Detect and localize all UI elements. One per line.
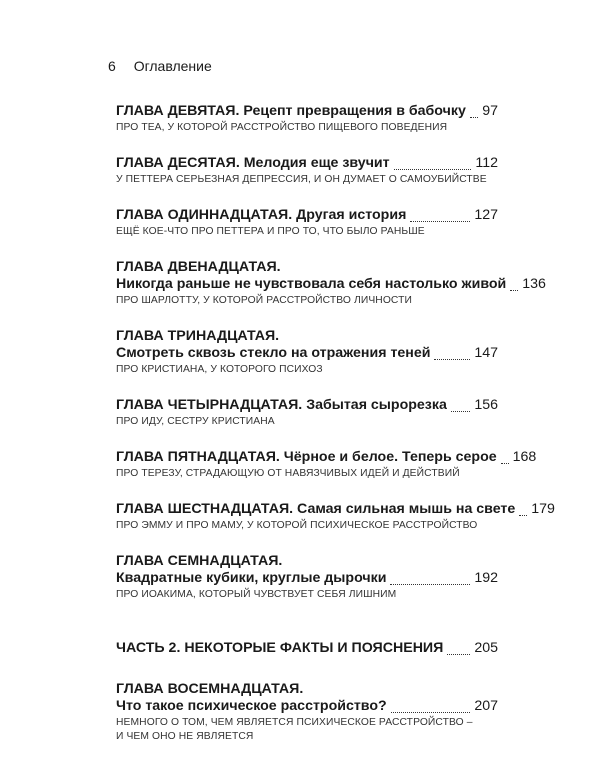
dot-leader [410,220,470,222]
toc-entry [116,449,537,480]
dot-leader [510,289,518,291]
toc-entry [116,155,498,186]
toc-title-line [116,449,537,466]
toc-description: ПРО ТЕРЕЗУ, СТРАДАЮЩУЮ ОТ НАВЯЗЧИВЫХ ИДЕЙ И ДЕЙСТВИЙ [116,468,460,479]
dot-leader [470,116,478,118]
toc-entry [116,103,498,134]
toc-entry [116,681,498,743]
toc-chapter-heading [116,259,498,276]
toc-page-number: 147 [474,345,498,361]
toc-page-number: 97 [482,103,498,119]
dot-leader [391,711,471,713]
toc-entry [116,501,555,532]
toc-heading-text: ГЛАВА ТРИНАДЦАТАЯ. [116,328,280,344]
dot-leader [390,583,470,585]
dot-leader [501,462,509,464]
toc-title-line [116,501,555,518]
toc-page-number: 112 [475,155,498,171]
toc-title: ГЛАВА ДЕСЯТАЯ. Мелодия еще звучит [116,155,390,171]
toc-page-number: 207 [474,698,498,714]
toc-title: ГЛАВА ШЕСТНАДЦАТАЯ. Самая сильная мышь на свете [116,501,516,517]
toc-title: Квадратные кубики, круглые дырочки [116,570,387,586]
toc-description: ПРО ТЕА, У КОТОРОЙ РАССТРОЙСТВО ПИЩЕВОГО ПОВЕДЕНИЯ [116,122,448,133]
toc-title: ГЛАВА ДЕВЯТАЯ. Рецепт превращения в бабочку [116,103,466,119]
toc-heading-text: ГЛАВА ВОСЕМНАДЦАТАЯ. [116,681,304,697]
toc-description: И ЧЕМ ОНО НЕ ЯВЛЯЕТСЯ [116,731,254,742]
toc-page-number: 192 [474,570,498,586]
toc-title: ГЛАВА ПЯТНАДЦАТАЯ. Чёрное и белое. Теперь серое [116,449,497,465]
toc-description: ПРО КРИСТИАНА, У КОТОРОГО ПСИХОЗ [116,364,323,375]
toc-entry [116,553,498,601]
toc-description: ПРО ИОАКИМА, КОТОРЫЙ ЧУВСТВУЕТ СЕБЯ ЛИШНИМ [116,589,397,600]
page-header [108,58,212,74]
dot-leader [434,358,470,360]
toc-part-entry [116,640,498,657]
toc-title: ЧАСТЬ 2. НЕКОТОРЫЕ ФАКТЫ И ПОЯСНЕНИЯ [116,640,444,656]
toc-page-number: 136 [522,276,546,292]
toc-description: ПРО ШАРЛОТТУ, У КОТОРОЙ РАССТРОЙСТВО ЛИЧНОСТИ [116,295,413,306]
toc-page-number: 205 [474,640,498,656]
toc-title: ГЛАВА ЧЕТЫРНАДЦАТАЯ. Забытая сырорезка [116,397,447,413]
toc-heading-text: ГЛАВА СЕМНАДЦАТАЯ. [116,553,283,569]
toc-description: ЕЩЁ КОЕ-ЧТО ПРО ПЕТТЕРА И ПРО ТО, ЧТО БЫЛО РАНЬШЕ [116,226,425,237]
toc-page-number: 127 [474,207,498,223]
toc-title: ГЛАВА ОДИННАДЦАТАЯ. Другая история [116,207,407,223]
toc-chapter-heading [116,681,498,698]
toc-title-line [116,570,498,587]
dot-leader [394,168,472,170]
toc-entry [116,328,498,376]
toc-title: Что такое психическое расстройство? [116,698,387,714]
toc-description: НЕМНОГО О ТОМ, ЧЕМ ЯВЛЯЕТСЯ ПСИХИЧЕСКОЕ РАССТРОЙСТВО – [116,717,473,728]
toc-description: ПРО ИДУ, СЕСТРУ КРИСТИАНА [116,416,275,427]
dot-leader [519,514,527,516]
toc-description: У ПЕТТЕРА СЕРЬЕЗНАЯ ДЕПРЕССИЯ, И ОН ДУМАЕТ О САМОУБИЙСТВЕ [116,174,487,185]
toc-page-number: 179 [531,501,555,517]
toc-title-line [116,207,498,224]
toc-title-line [116,397,498,414]
toc-entry [116,207,498,238]
toc-title: Смотреть сквозь стекло на отражения теней [116,345,431,361]
toc-page-number: 156 [474,397,498,413]
toc-title-line [116,640,498,657]
section-title: Оглавление [133,58,212,74]
toc-title-line [116,698,498,715]
toc-page-number: 168 [512,449,537,465]
dot-leader [451,410,470,412]
toc-entry [116,259,546,307]
toc-heading-text: ГЛАВА ДВЕНАДЦАТАЯ. [116,259,281,275]
toc-chapter-heading [116,328,498,345]
toc-title-line [116,276,546,293]
toc-title: Никогда раньше не чувствовала себя настолько живой [116,276,507,292]
toc-description: ПРО ЭММУ И ПРО МАМУ, У КОТОРОЙ ПСИХИЧЕСКОЕ РАССТРОЙСТВО [116,520,478,531]
toc-chapter-heading [116,553,498,570]
page-number: 6 [108,58,116,74]
toc-entry [116,397,498,428]
dot-leader [447,653,470,655]
toc-title-line [116,345,498,362]
toc-title-line [116,155,498,172]
toc-title-line [116,103,498,120]
table-of-contents [116,103,555,764]
